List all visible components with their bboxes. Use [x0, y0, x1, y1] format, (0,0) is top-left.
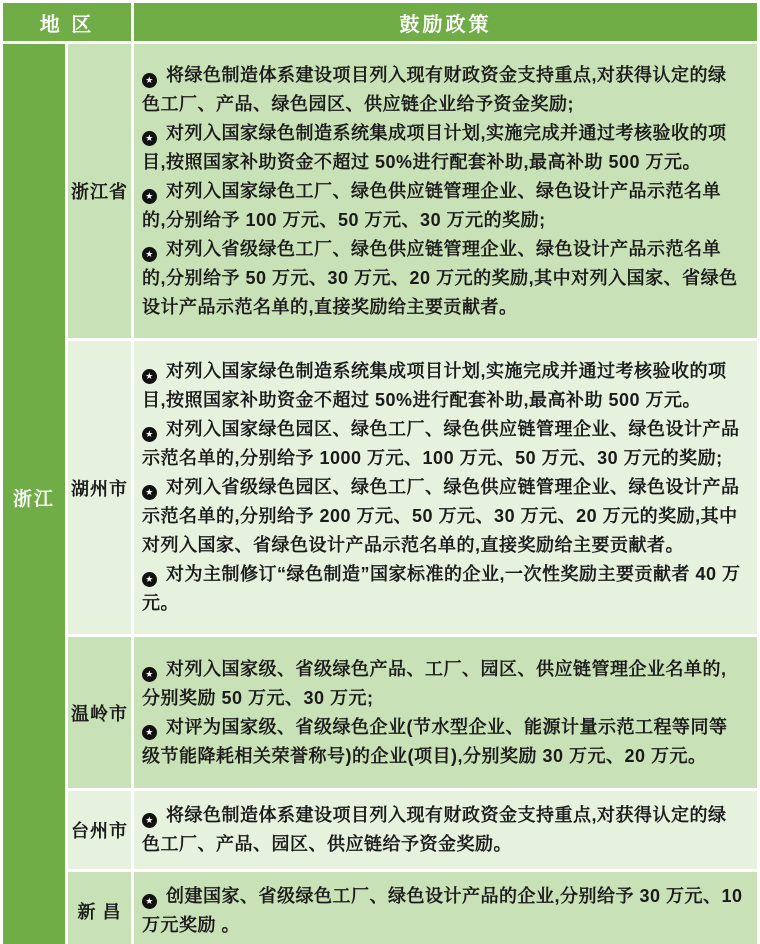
star-bullet-icon: ★ [142, 667, 157, 682]
table-row-taizhou [3, 791, 757, 869]
star-bullet-icon: ★ [142, 894, 157, 909]
table-row-wenling [3, 637, 757, 788]
policy-cell [134, 791, 757, 869]
policy-item [142, 655, 743, 713]
star-bullet-icon: ★ [142, 572, 157, 587]
policy-item [142, 801, 743, 859]
policy-text: 对列入国家绿色制造系统集成项目计划,实施完成并通过考核验收的项目,按照国家补助资金不超过 50%进行配套补助,最高补助 500 万元。 [142, 361, 727, 410]
region-label: 新 昌 [68, 872, 131, 944]
table-row-zhejiang-province [3, 44, 757, 338]
policy-cell [134, 44, 757, 338]
policy-text: 对列入省级绿色工厂、绿色供应链管理企业、绿色设计产品示范名单的,分别给予 50 万元、30 万元、20 万元的奖励,其中对列入国家、省绿色设计产品示范名单的,直接奖励给主要贡献者。 [142, 238, 738, 317]
region-label: 台州市 [68, 791, 131, 869]
star-bullet-icon: ★ [142, 247, 157, 262]
policy-text: 创建国家、省级绿色工厂、绿色设计产品的企业,分别给予 30 万元、10 万元奖励 。 [142, 886, 743, 935]
policy-item [142, 473, 743, 560]
star-bullet-icon: ★ [142, 131, 157, 146]
policy-text: 对列入国家绿色园区、绿色工厂、绿色供应链管理企业、绿色设计产品示范名单的,分别给予 1000 万元、100 万元、50 万元、30 万元的奖励; [142, 419, 740, 468]
star-bullet-icon: ★ [142, 427, 157, 442]
policy-text: 对评为国家级、省级绿色企业(节水型企业、能源计量示范工程等同等级节能降耗相关荣誉称号)的企业(项目),分别奖励 30 万元、20 万元。 [142, 716, 728, 766]
province-cell: 浙江 [3, 44, 65, 944]
region-label: 浙江省 [68, 44, 131, 338]
policy-cell [134, 341, 757, 634]
policy-text: 对列入国家绿色制造系统集成项目计划,实施完成并通过考核验收的项目,按照国家补助资金不超过 50%进行配套补助,最高补助 500 万元。 [142, 122, 727, 172]
policy-text: 对列入国家级、省级绿色产品、工厂、园区、供应链管理企业名单的,分别奖励 50 万元、30 万元; [142, 658, 727, 708]
policy-item [142, 357, 743, 415]
star-bullet-icon: ★ [142, 485, 157, 500]
policy-text: 对列入省级绿色园区、绿色工厂、绿色供应链管理企业、绿色设计产品示范名单的,分别给予 200 万元、50 万元、30 万元、20 万元的奖励,其中对列入国家、省绿色设计产品示范名单的,直接奖励给主要贡献者。 [142, 477, 740, 555]
policy-text: 对为主制修订“绿色制造”国家标准的企业,一次性奖励主要贡献者 40 万元。 [142, 564, 741, 613]
policy-item [142, 882, 743, 940]
policy-item [142, 119, 743, 177]
header-region: 地 区 [3, 3, 131, 41]
policy-text: 将绿色制造体系建设项目列入现有财政资金支持重点,对获得认定的绿色工厂、产品、园区、供应链给予资金奖励。 [142, 805, 727, 854]
policy-item [142, 713, 743, 771]
policy-text: 将绿色制造体系建设项目列入现有财政资金支持重点,对获得认定的绿色工厂、产品、绿色园区、供应链企业给予资金奖励; [142, 64, 727, 114]
star-bullet-icon: ★ [142, 369, 157, 384]
policy-cell [134, 872, 757, 944]
region-label: 温岭市 [68, 637, 131, 788]
region-label: 湖州市 [68, 341, 131, 634]
header-policy: 鼓励政策 [134, 3, 757, 41]
star-bullet-icon: ★ [142, 73, 157, 88]
star-bullet-icon: ★ [142, 725, 157, 740]
policy-item [142, 177, 743, 235]
star-bullet-icon: ★ [142, 813, 157, 828]
policy-item [142, 235, 743, 322]
policy-item [142, 61, 743, 119]
table-row-huzhou [3, 341, 757, 634]
table-row-xinchang [3, 872, 757, 944]
star-bullet-icon: ★ [142, 189, 157, 204]
policy-item [142, 560, 743, 618]
policy-cell [134, 637, 757, 788]
policy-text: 对列入国家绿色工厂、绿色供应链管理企业、绿色设计产品示范名单的,分别给予 100 万元、50 万元、30 万元的奖励; [142, 180, 721, 230]
header-row [3, 3, 757, 41]
policy-item [142, 415, 743, 473]
